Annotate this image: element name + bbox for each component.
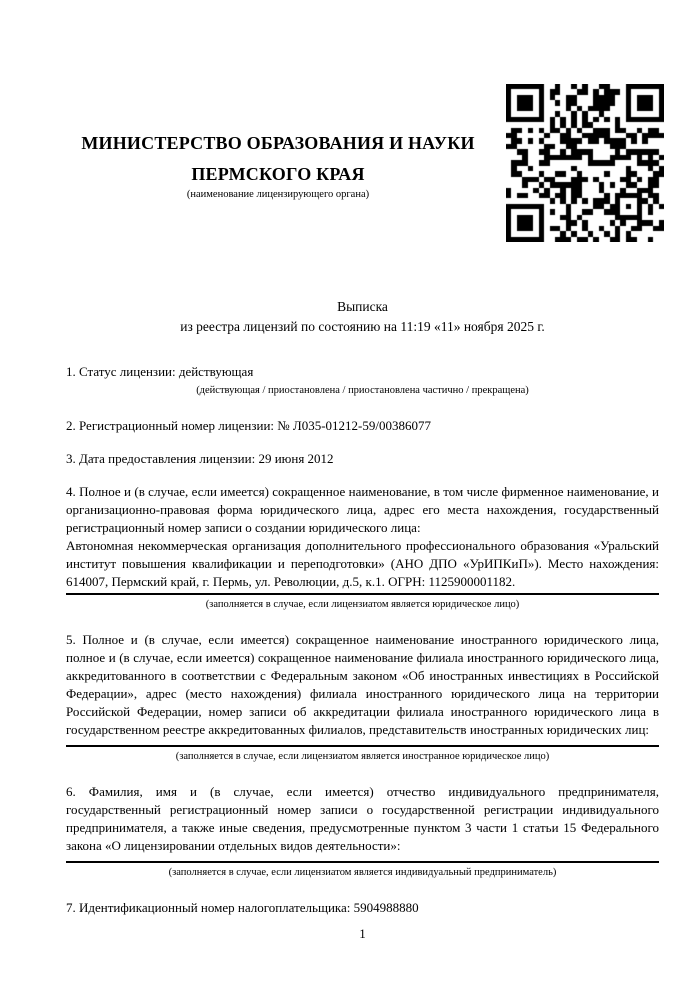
qr-code-canvas [506,84,664,242]
individual-entrepreneur-label: 6. Фамилия, имя и (в случае, если имеется) отчество индивидуального предпринимателя, государственный регистрационный номер записи о государственной регистрации индивидуального предпринимателя, а также иные сведения, предусмотренные пунктом 3 части 1 статьи 15 Федерального закона «О лицензировании отдельных видов деятельности»: [66,784,659,853]
legal-entity-value: Автономная некоммерческая организация дополнительного профессионального образования «Уральский институт повышения квалификации и переподготовки» (АНО ДПО «УрИПКиП»). Место нахождения: 614007, Пермский край, г. Пермь, ул. Революции, д.5, к.1. ОГРН: 1125900001182. [66,538,659,589]
document-title [66,297,659,337]
individual-entrepreneur-annotation: (заполняется в случае, если лицензиатом является индивидуальный предприниматель) [168,867,557,878]
registration-number-line: 2. Регистрационный номер лицензии: № Л035-01212-59/00386077 [66,418,432,433]
document-title-line: Выписка [337,299,388,314]
fill-underline [66,861,659,863]
foreign-entity-annotation: (заполняется в случае, если лицензиатом является иностранное юридическое лицо) [175,751,550,762]
qr-code-icon [506,84,664,242]
fill-underline [66,593,659,595]
page-number: 1 [359,926,366,941]
ministry-name-line2: ПЕРМСКОГО КРАЯ [191,164,365,184]
document-body [66,363,659,932]
individual-entrepreneur-section [66,783,659,879]
grant-date-line: 3. Дата предоставления лицензии: 29 июня 2012 [66,451,334,466]
legal-entity-annotation: (заполняется в случае, если лицензиатом является юридическое лицо) [205,599,520,610]
legal-entity-section [66,483,659,611]
fill-underline [66,745,659,747]
foreign-entity-section [66,631,659,763]
license-status-options-annotation: (действующая / приостановлена / приостановлена частично / прекращена) [196,385,529,396]
licensing-authority-name [66,128,490,190]
extract-date-line: из реестра лицензий по состоянию на 11:19 «11» ноября 2025 г. [180,319,545,334]
licensing-authority-caption: (наименование лицензирующего органа) [186,189,370,200]
legal-entity-label: 4. Полное и (в случае, если имеется) сокращенное наименование, в том числе фирменное наименование, и организационно-правовая форма юридического лица, адрес его места нахождения, государственный регистрационный номер записи о создании юридического лица: [66,484,659,535]
taxpayer-id-line: 7. Идентификационный номер налогоплательщика: 5904988880 [66,900,419,915]
ministry-name-line1: МИНИСТЕРСТВО ОБРАЗОВАНИЯ И НАУКИ [81,133,475,153]
license-status-line: 1. Статус лицензии: действующая [66,364,254,379]
foreign-entity-label: 5. Полное и (в случае, если имеется) сокращенное наименование иностранного юридического лица, полное и (в случае, если имеется) сокращенное наименование филиала иностранного юридического лица, аккредитованного в соответствии с Федеральным законом «Об иностранных инвестициях в Российской Федерации», адрес (место нахождения) филиала иностранного юридического лица на территории Российской Федерации, номер записи об аккредитации филиала иностранного юридического лица в государственном реестре аккредитованных филиалов, представительств иностранных юридических лиц: [66,632,659,737]
